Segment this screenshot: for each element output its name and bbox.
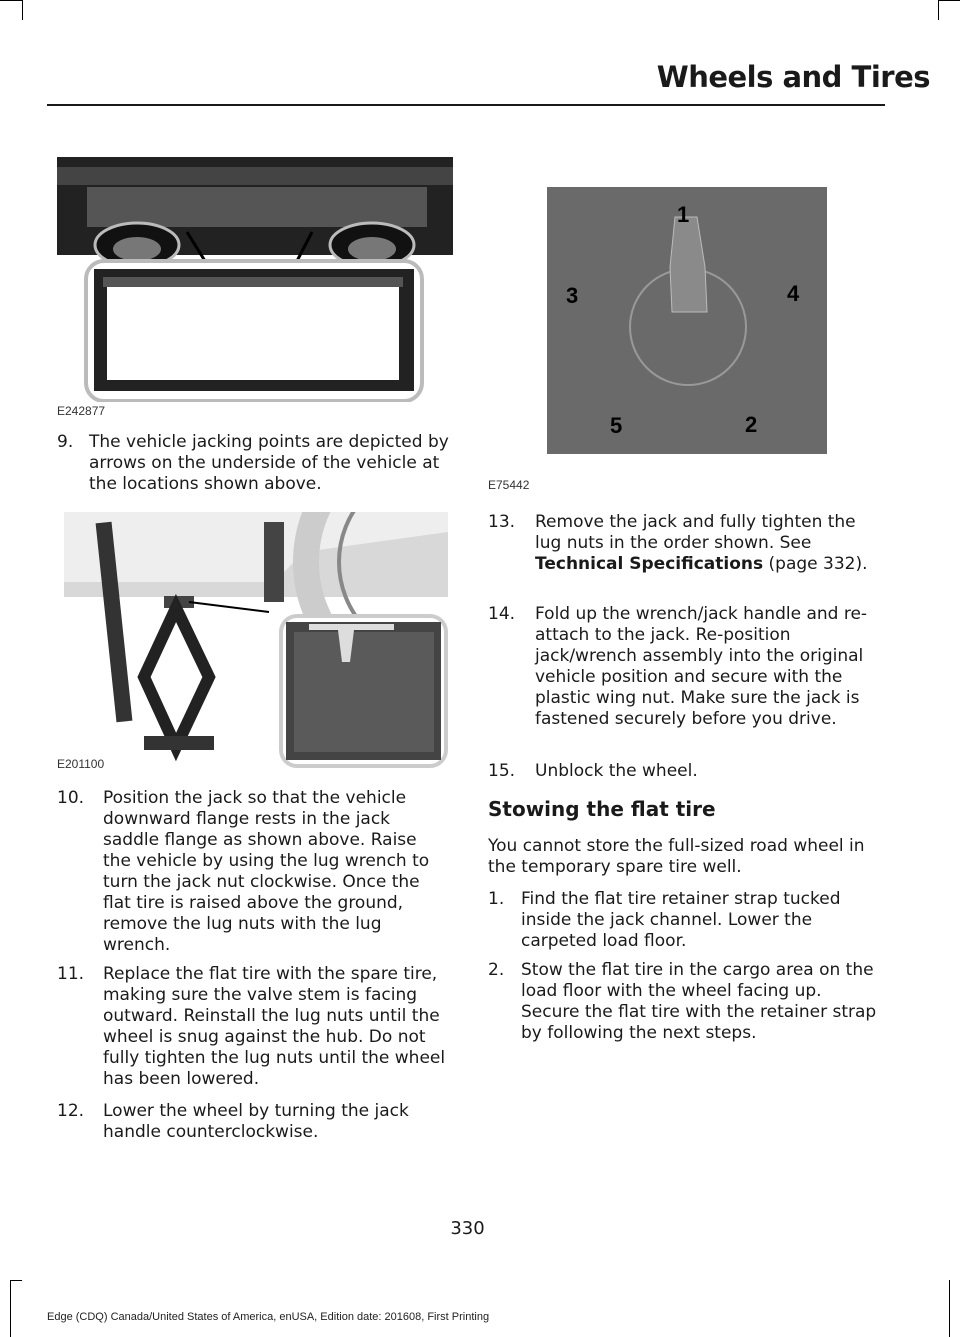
step-text: Lower the wheel by turning the jack handle counterclockwise. — [103, 1101, 409, 1142]
section-heading: Stowing the flat tire — [488, 797, 716, 821]
step-text: Unblock the wheel. — [535, 761, 698, 781]
stow-step-1 — [488, 889, 882, 952]
lug-order-illustration — [547, 187, 827, 454]
figure-code: E75442 — [488, 478, 530, 492]
step-11 — [57, 964, 449, 1090]
figure-code: E242877 — [57, 404, 106, 418]
step-number: 2. — [488, 960, 505, 980]
vehicle-underside-illustration — [57, 157, 453, 402]
crop-mark — [22, 0, 23, 20]
crop-mark — [10, 1280, 22, 1281]
crop-mark — [949, 1280, 950, 1337]
step-number: 9. — [57, 432, 74, 452]
step-number: 10. — [57, 788, 85, 808]
figure-code: E201100 — [57, 757, 105, 771]
step-14 — [488, 604, 882, 730]
step-text: Find the flat tire retainer strap tucked inside the jack channel. Lower the carpeted load floor. — [521, 889, 841, 951]
section-intro: You cannot store the full-sized road wheel in the temporary spare tire well. — [488, 836, 865, 877]
step-text: The vehicle jacking points are depicted by arrows on the underside of the vehicle at the locations shown above. — [89, 432, 449, 494]
step-text: Stow the flat tire in the cargo area on the load floor with the wheel facing up. Secure the flat tire with the retainer strap by following the next steps. — [521, 960, 877, 1043]
crop-mark — [938, 0, 960, 1]
jack-illustration — [64, 512, 448, 768]
step-number: 11. — [57, 964, 85, 984]
page-number: 330 — [450, 1218, 485, 1239]
step-number: 12. — [57, 1101, 85, 1121]
step-9 — [57, 432, 449, 495]
lug-label: 3 — [566, 283, 579, 308]
crop-mark — [938, 0, 939, 20]
lug-label: 1 — [677, 202, 690, 227]
lug-label: 4 — [787, 281, 800, 306]
technical-specifications-link[interactable]: Technical Specifications — [535, 554, 764, 574]
step-13 — [488, 512, 882, 575]
stow-step-2 — [488, 960, 882, 1044]
page-title: Wheels and Tires — [656, 60, 930, 94]
step-number: 13. — [488, 512, 516, 532]
step-text: Position the jack so that the vehicle downward flange rests in the jack saddle flange as shown above. Raise the vehicle by using the lug wrench to turn the jack nut clockwise. Once the flat tire is raised above the ground, remove the lug nuts with the lug wrench. — [103, 788, 430, 955]
step-text: Replace the flat tire with the spare tire, making sure the valve stem is facing outward. Reinstall the lug nuts until the wheel is snug against the hub. Do not fully tighten the lug nuts until the wheel has been lowered. — [103, 964, 446, 1089]
lug-label: 5 — [610, 413, 623, 438]
step-text: Fold up the wrench/jack handle and re-attach to the jack. Re-position jack/wrench assembly into the original vehicle position and secure with the plastic wing nut. Make sure the jack is fastened securely before you drive. — [535, 604, 868, 729]
figure-jacking-points — [57, 157, 453, 402]
step-number: 15. — [488, 761, 516, 781]
step-number: 1. — [488, 889, 505, 909]
lug-label: 2 — [745, 412, 758, 437]
footer-edition: Edge (CDQ) Canada/United States of America, enUSA, Edition date: 201608, First Printing — [47, 1311, 490, 1323]
crop-mark — [0, 0, 22, 1]
figure-lug-order — [547, 187, 827, 454]
step-10 — [57, 788, 449, 956]
step-number: 14. — [488, 604, 516, 624]
header-rule — [47, 104, 885, 106]
step-12 — [57, 1101, 449, 1143]
step-15 — [488, 761, 882, 782]
figure-jack-position — [64, 512, 448, 768]
step-text: (page 332). — [763, 554, 868, 574]
crop-mark — [10, 1280, 11, 1337]
step-text: Remove the jack and fully tighten the lug nuts in the order shown. See — [535, 512, 856, 553]
